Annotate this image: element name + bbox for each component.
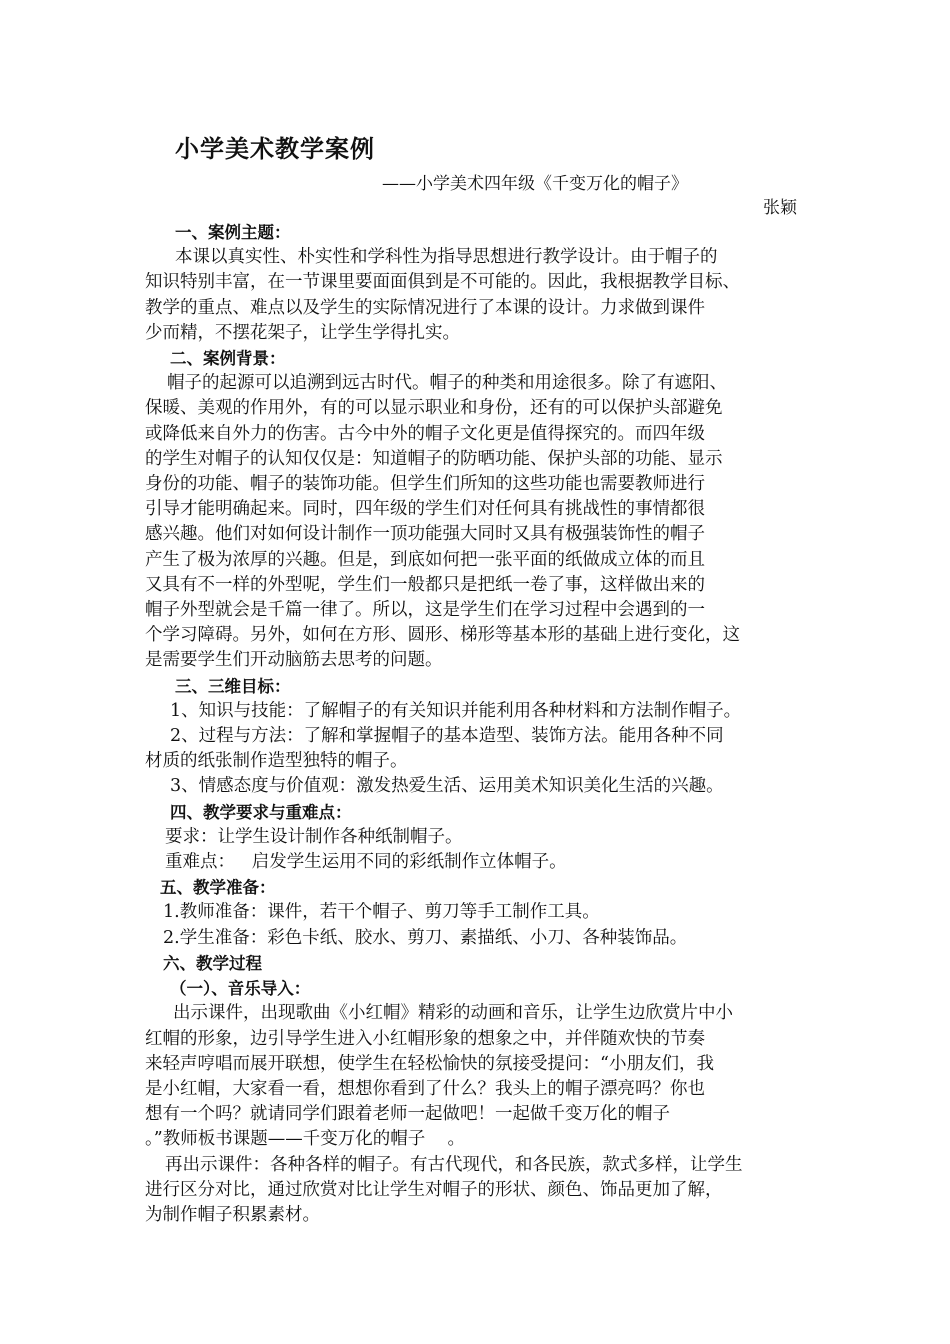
paragraph-line: 本课以真实性、朴实性和学科性为指导思想进行教学设计。由于帽子的 (175, 247, 718, 268)
section-heading: 二、案例背景： (170, 349, 286, 369)
paragraph-line: 红帽的形象，边引导学生进入小红帽形象的想象之中，并伴随欢快的节奏 (145, 1028, 705, 1049)
paragraph-line: 想有一个吗？就请同学们跟着老师一起做吧！一起做千变万化的帽子 (145, 1104, 670, 1125)
author-name: 张颖 (763, 198, 797, 218)
paragraph-line: 产生了极为浓厚的兴趣。但是，到底如何把一张平面的纸做成立体的而且 (145, 549, 705, 570)
paragraph-line: 材质的纸张制作造型独特的帽子。 (145, 751, 408, 772)
paragraph-line: 身份的功能、帽子的装饰功能。但学生们所知的这些功能也需要教师进行 (145, 474, 705, 495)
paragraph-line: 是小红帽，大家看一看，想想你看到了什么？我头上的帽子漂亮吗？你也 (145, 1078, 705, 1099)
paragraph-line: 2.学生准备：彩色卡纸、胶水、剪刀、素描纸、小刀、各种装饰品。 (163, 927, 688, 948)
paragraph-line: 又具有不一样的外型呢，学生们一般都只是把纸一卷了事，这样做出来的 (145, 574, 705, 595)
section-heading: 三、三维目标： (175, 676, 291, 696)
paragraph-line: 是需要学生们开动脑筋去思考的问题。 (145, 650, 443, 671)
paragraph-line: 个学习障碍。另外，如何在方形、圆形、梯形等基本形的基础上进行变化，这 (145, 625, 740, 646)
paragraph-line: 教学的重点、难点以及学生的实际情况进行了本课的设计。力求做到课件 (145, 297, 705, 318)
paragraph-line: 帽子的起源可以追溯到远古时代。帽子的种类和用途很多。除了有遮阳、 (167, 373, 727, 394)
paragraph-line: 2、过程与方法：了解和掌握帽子的基本造型、装饰方法。能用各种不同 (170, 726, 724, 747)
paragraph-line: 。”教师板书课题——千变万化的帽子 。 (145, 1129, 465, 1150)
paragraph-line: 帽子外型就会是千篇一律了。所以，这是学生们在学习过程中会遇到的一 (145, 600, 705, 621)
section-heading: 一、案例主题： (175, 223, 291, 242)
subsection-heading: （一）、音乐导入： (170, 979, 311, 999)
paragraph-line: 知识特别丰富，在一节课里要面面俱到是不可能的。因此，我根据教学目标、 (145, 272, 740, 293)
paragraph-line: 来轻声哼唱而展开联想，使学生在轻松愉快的氛接受提问：“小朋友们，我 (145, 1053, 714, 1074)
paragraph-line: 的学生对帽子的认知仅仅是：知道帽子的防晒功能、保护头部的功能、显示 (145, 448, 723, 469)
paragraph-line: 或降低来自外力的伤害。古今中外的帽子文化更是值得探究的。而四年级 (145, 423, 705, 444)
paragraph-line: 少而精，不摆花架子，让学生学得扎实。 (145, 322, 460, 343)
paragraph-line: 1.教师准备：课件，若干个帽子、剪刀等手工制作工具。 (163, 902, 600, 923)
document-title: 小学美术教学案例 (175, 135, 375, 163)
document-page (145, 132, 825, 1228)
paragraph-line: 出示课件，出现歌曲《小红帽》精彩的动画和音乐，让学生边欣赏片中小 (173, 1003, 733, 1024)
paragraph-line: 进行区分对比，通过欣赏对比让学生对帽子的形状、颜色、饰品更加了解， (145, 1179, 723, 1200)
paragraph-line: 重难点： 启发学生运用不同的彩纸制作立体帽子。 (165, 852, 567, 873)
paragraph-line: 1、知识与技能：了解帽子的有关知识并能利用各种材料和方法制作帽子。 (170, 700, 742, 721)
paragraph-line: 引导才能明确起来。同时，四年级的学生们对任何具有挑战性的事情都很 (145, 499, 705, 520)
section-heading: 四、教学要求与重难点： (170, 802, 352, 822)
paragraph-line: 感兴趣。他们对如何设计制作一顶功能强大同时又具有极强装饰性的帽子 (145, 524, 705, 545)
document-subtitle: ——小学美术四年级《千变万化的帽子》 (382, 174, 688, 194)
paragraph-line: 为制作帽子积累素材。 (145, 1204, 320, 1225)
section-heading: 六、教学过程 (163, 953, 262, 973)
paragraph-line: 再出示课件：各种各样的帽子。有古代现代，和各民族，款式多样，让学生 (165, 1154, 743, 1175)
paragraph-line: 3、情感态度与价值观：激发热爱生活、运用美术知识美化生活的兴趣。 (170, 776, 724, 797)
paragraph-line: 保暖、美观的作用外，有的可以显示职业和身份，还有的可以保护头部避免 (145, 398, 723, 419)
paragraph-line: 要求：让学生设计制作各种纸制帽子。 (165, 826, 463, 847)
section-heading: 五、教学准备： (160, 878, 276, 898)
